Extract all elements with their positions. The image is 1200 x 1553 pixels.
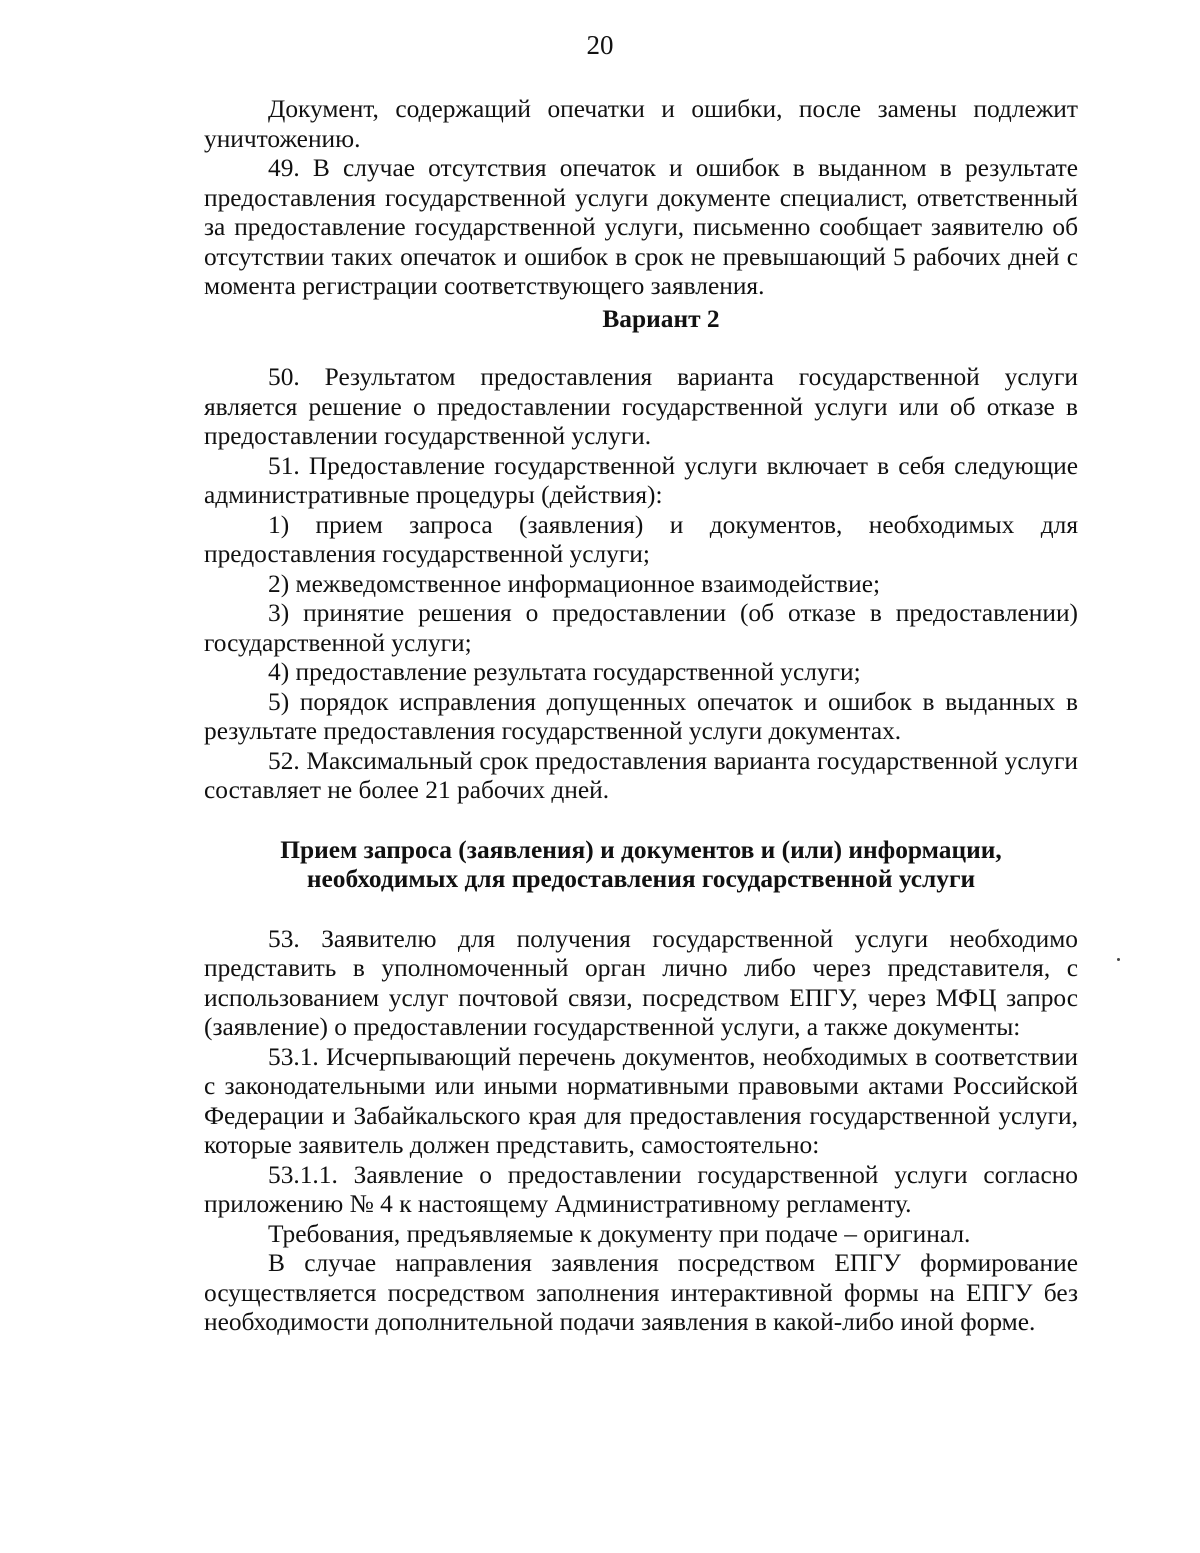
paragraph-53: 53. Заявителю для получения государственной услуги необходимо представить в уполномоченный орган лично либо через представителя, с использованием услуг почтовой связи, посредством ЕПГУ, через МФЦ запрос (заявление) о предоставлении государственной услуги, а также документы: — [204, 924, 1078, 1041]
heading-section-line-1: Прием запроса (заявления) и документов и (или) информации, — [280, 835, 1002, 864]
paragraph-49: 49. В случае отсутствия опечаток и ошибок в выданном в результате предоставления государственной услуги документе специалист, ответственный за предоставление государственной услуги, письменно сообщает заявителю об отсутствии таких опечаток и ошибок в срок не превышающий 5 рабочих дней с момента регистрации соответствующего заявления. — [204, 154, 1078, 300]
list-item-2: 2) межведомственное информационное взаимодействие; — [268, 569, 881, 598]
list-item-3: 3) принятие решения о предоставлении (об отказе в предоставлении) государственной услуги; — [204, 599, 1078, 657]
list-item-4: 4) предоставление результата государственной услуги; — [268, 658, 861, 686]
heading-section-line-2: необходимых для предоставления государственной услуги — [306, 865, 976, 893]
paragraph-53-1-1: 53.1.1. Заявление о предоставлении государственной услуги согласно приложению № 4 к настоящему Административному регламенту. — [204, 1160, 1078, 1218]
heading-section-request — [204, 836, 1078, 895]
page-number: 20 — [586, 30, 614, 60]
paragraph-52: 52. Максимальный срок предоставления варианта государственной услуги составляет не более 21 рабочих дней. — [204, 746, 1078, 804]
document-body — [204, 95, 1078, 1338]
paragraph-51: 51. Предоставление государственной услуги включает в себя следующие административные процедуры (действия): — [204, 451, 1078, 509]
paragraph-53-1: 53.1. Исчерпывающий перечень документов, необходимых в соответствии с законодательными или иными нормативными правовыми актами Российской Федерации и Забайкальского края для предоставления государственной услуги, которые заявитель должен представить, самостоятельно: — [204, 1042, 1078, 1159]
paragraph-epgu: В случае направления заявления посредством ЕПГУ формирование осуществляется посредством заполнения интерактивной формы на ЕПГУ без необходимости дополнительной подачи заявления в какой-либо иной форме. — [204, 1249, 1078, 1336]
paragraph-50: 50. Результатом предоставления варианта государственной услуги является решение о предоставлении государственной услуги или об отказе в предоставлении государственной услуги. — [204, 363, 1078, 450]
scan-speck — [1117, 958, 1120, 961]
list-item-1: 1) прием запроса (заявления) и документов, необходимых для предоставления государственной услуги; — [204, 510, 1078, 568]
paragraph-requirements: Требования, предъявляемые к документу при подаче – оригинал. — [268, 1219, 971, 1248]
paragraph-document-destroy: Документ, содержащий опечатки и ошибки, после замены подлежит уничтожению. — [204, 95, 1078, 153]
list-item-5: 5) порядок исправления допущенных опечаток и ошибок в выданных в результате предоставления государственной услуги документах. — [204, 687, 1078, 745]
heading-variant-2: Вариант 2 — [602, 304, 720, 333]
